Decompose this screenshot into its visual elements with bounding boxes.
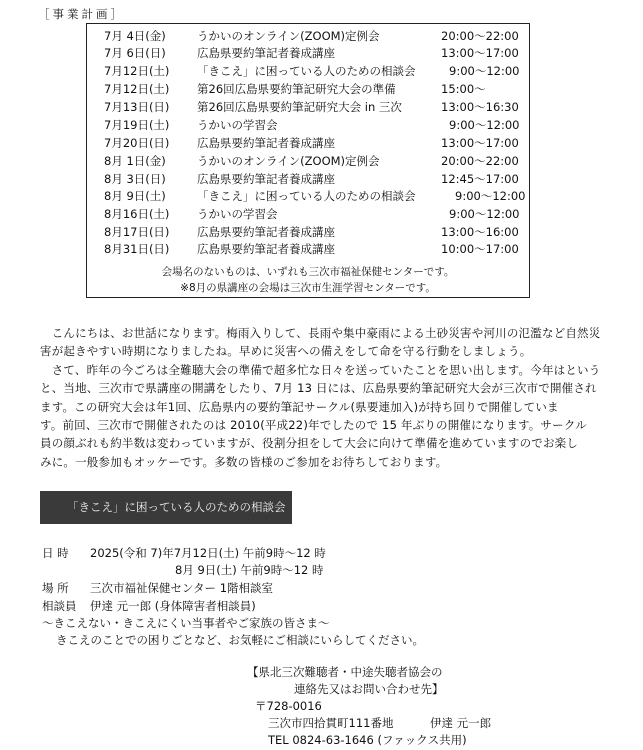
- date-line-2: 8月 9日(土) 午前9時～12 時: [175, 563, 324, 577]
- schedule-event: 広島県要約筆記者養成講座: [197, 225, 335, 239]
- schedule-date: 7月19日(土): [104, 118, 170, 132]
- schedule-date: 8月 1日(金): [104, 154, 166, 168]
- advisor-label: 相談員: [42, 599, 77, 613]
- tel-fax: TEL 0824-63-1646 (ファックス共用): [268, 733, 467, 747]
- invite-text: きこえのことでの困りごとなど、お気軽にご相談にいらしてください。: [56, 633, 424, 647]
- section-title: ［事業計画］: [38, 7, 125, 21]
- schedule-date: 7月12日(土): [104, 64, 170, 78]
- schedule-time: 13:00～16:00: [441, 225, 519, 239]
- date-line-1: 2025(令和 7)年7月12日(土) 午前9時～12 時: [90, 546, 326, 560]
- schedule-event: 第26回広島県要約筆記研究大会の準備: [197, 82, 396, 96]
- contact-heading-2: 連絡先又はお問い合わせ先】: [294, 682, 444, 696]
- schedule-row: [104, 188, 525, 205]
- schedule-time: 20:00～22:00: [441, 29, 519, 43]
- schedule-event: 広島県要約筆記者養成講座: [197, 46, 335, 60]
- schedule-date: 8月17日(日): [104, 225, 170, 239]
- schedule-event: うかいのオンライン(ZOOM)定例会: [197, 154, 380, 168]
- schedule-date: 7月12日(土): [104, 82, 170, 96]
- schedule-time: 9:00～12:00: [455, 189, 526, 203]
- schedule-row: [104, 117, 525, 134]
- schedule-row: [104, 63, 525, 80]
- schedule-time: 12:45～17:00: [441, 172, 519, 186]
- body-line: こんにちは、お世話になります。梅雨入りして、長雨や集中豪雨による土砂災害や河川の氾濫など自然災: [40, 326, 601, 340]
- schedule-row: [104, 206, 525, 223]
- schedule-row: [104, 99, 525, 116]
- schedule-event: 広島県要約筆記者養成講座: [197, 242, 335, 256]
- schedule-row: [104, 171, 525, 188]
- schedule-time: 13:00～16:30: [441, 100, 519, 114]
- schedule-event: 第26回広島県要約筆記研究大会 in 三次: [197, 100, 402, 114]
- schedule-event: うかいのオンライン(ZOOM)定例会: [197, 29, 380, 43]
- schedule-date: 7月 4日(金): [104, 29, 166, 43]
- schedule-event: 広島県要約筆記者養成講座: [197, 136, 335, 150]
- schedule-event: 「きこえ」に困っている人のための相談会: [197, 189, 416, 203]
- schedule-time: 9:00～12:00: [449, 64, 520, 78]
- schedule-note: ※8月の県講座の会場は三次市生涯学習センターです。: [180, 282, 436, 294]
- postal-code: 〒728-0016: [255, 699, 322, 713]
- schedule-date: 8月16日(土): [104, 207, 170, 221]
- schedule-date: 7月 6日(日): [104, 46, 166, 60]
- body-line: みに。一般参加もオッケーです。多数の皆様のご参加をお待ちしております。: [40, 455, 448, 469]
- schedule-date: 7月20日(日): [104, 136, 170, 150]
- schedule-time: 13:00～17:00: [441, 136, 519, 150]
- address: 三次市四拾貫町111番地: [268, 716, 394, 730]
- schedule-time: 9:00～12:00: [449, 118, 520, 132]
- body-line: 害が起きやすい時期になりましたね。早めに災害への備えをして命を守る行動をしましょう。: [40, 344, 532, 358]
- schedule-box: [86, 23, 530, 298]
- schedule-row: [104, 135, 525, 152]
- schedule-time: 9:00～12:00: [449, 207, 520, 221]
- schedule-date: 8月 3日(日): [104, 172, 166, 186]
- place-value: 三次市福祉保健センター 1階相談室: [90, 581, 274, 595]
- contact-person: 伊達 元一郎: [430, 716, 492, 730]
- schedule-row: [104, 45, 525, 62]
- advisor-value: 伊達 元一郎 (身体障害者相談員): [90, 599, 256, 613]
- schedule-date: 8月31日(日): [104, 242, 170, 256]
- contact-heading-1: 【県北三次難聴者・中途失聴者協会の: [247, 665, 443, 679]
- body-line: と、当地、三次市で県講座の開講をしたり、7月 13 日には、広島県要約筆記研究大会が三次市で開催され: [40, 381, 597, 395]
- schedule-time: 20:00～22:00: [441, 154, 519, 168]
- body-line: ます。この研究大会は年1回、広島県内の要約筆記サークル(県要連加入)が持ち回りで開催していま: [40, 400, 559, 414]
- schedule-event: うかいの学習会: [197, 207, 278, 221]
- schedule-row: [104, 224, 525, 241]
- schedule-event: 広島県要約筆記者養成講座: [197, 172, 335, 186]
- schedule-date: 7月13日(日): [104, 100, 170, 114]
- schedule-time: 15:00～: [441, 82, 486, 96]
- consult-banner: 「きこえ」に困っている人のための相談会: [40, 491, 292, 524]
- body-line: す。前回、三次市で開催されたのは 2010(平成22)年でしたので 15 年ぶりの開催になります。サークル: [40, 418, 587, 432]
- schedule-time: 10:00～17:00: [441, 242, 519, 256]
- body-line: 員の顔ぶれも約半数は変わっていますが、役割分担をして大会に向けて準備を進めていますのでお楽し: [40, 436, 579, 450]
- body-line: さて、昨年の今ごろは全難聴大会の準備で超多忙な日々を送っていたことを思い出します。今年はという: [40, 363, 601, 377]
- place-label: 場 所: [42, 581, 69, 595]
- schedule-event: うかいの学習会: [197, 118, 278, 132]
- date-label: 日 時: [42, 546, 69, 560]
- schedule-note: 会場名のないものは、いずれも三次市福祉保健センターです。: [161, 266, 455, 278]
- tagline: ～きこえない・きこえにくい当事者やご家族の皆さま～: [42, 616, 330, 630]
- schedule-row: [104, 28, 525, 45]
- schedule-time: 13:00～17:00: [441, 46, 519, 60]
- schedule-row: [104, 153, 525, 170]
- schedule-event: 「きこえ」に困っている人のための相談会: [197, 64, 416, 78]
- schedule-row: [104, 241, 525, 258]
- schedule-row: [104, 81, 525, 98]
- schedule-date: 8月 9日(土): [104, 189, 166, 203]
